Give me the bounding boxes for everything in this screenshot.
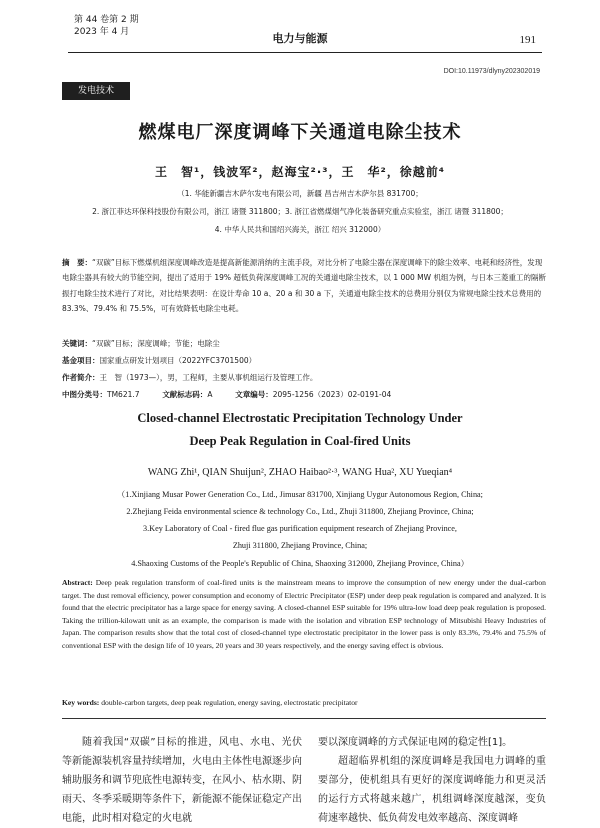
- header-rule: [68, 52, 542, 53]
- keywords-cn-label: 关键词：: [62, 339, 92, 348]
- keywords-english: [62, 698, 358, 707]
- keywords-en-text: double-carbon targets, deep peak regulation, energy saving, electrostatic precipitator: [101, 698, 358, 707]
- title-english-line-1: Closed-channel Electrostatic Precipitation Technology Under: [137, 411, 463, 425]
- doc-code-value: A: [207, 390, 213, 399]
- body-paragraph: 随着我国“双碳”目标的推进，风电、水电、光伏等新能源装机容量持续增加，火电由主体性电源逐步向辅助服务和调节兜底性电源转变，在风小、枯水期、阴雨天、冬季采暖期等条件下，新能源不能保证稳定产出电能，此时相对稳定的火电就: [62, 737, 302, 824]
- clc-value: TM621.7: [107, 390, 140, 399]
- abstract-cn-text: “双碳”目标下燃煤机组深度调峰改造是提高新能源消纳的主流手段，对比分析了电除尘器在深度调峰下的除尘效率、电耗和经济性，发现电除尘器具有较大的节能空间，提出了适用于 19% 超低负荷深度调峰工况的关通道电除尘技术，以 1 000 MW 机组为例，与日本三菱重工的隔断振打电除尘技术进行了对比，对比结果表明：在设计寿命 10 a、20 a 和 30 a 下，关通道电除尘技术的总费用分别仅为常规电除尘技术总费用的 83.3%、79.4% 和 75.5%，可有效降低电除尘电耗。: [62, 258, 546, 314]
- doi: DOI:10.11973/dlyny202302019: [443, 68, 540, 75]
- affiliation-en-3: 3.Key Laboratory of Coal - fired flue gas purification equipment research of Zhejiang Province,: [143, 524, 457, 533]
- affiliation-cn-3: 4. 中华人民共和国绍兴海关，浙江 绍兴 312000）: [214, 225, 386, 234]
- title-chinese: 燃煤电厂深度调峰下关通道电除尘技术: [138, 122, 462, 143]
- author-bio-text: 王 智（1973—），男，工程师，主要从事机组运行及管理工作。: [99, 373, 318, 382]
- affiliation-cn-1: （1. 华能新疆吉木萨尔发电有限公司，新疆 昌吉州吉木萨尔县 831700；: [177, 189, 423, 198]
- affiliation-en-2: 2.Zhejiang Feida environmental science & technology Co., Ltd., Zhuji 311800, Zhejiang Province, China;: [126, 507, 474, 516]
- article-number-value: 2095-1256（2023）02-0191-04: [272, 390, 392, 399]
- section-tag: 发电技术: [62, 82, 130, 100]
- keywords-en-label: Key words:: [62, 698, 100, 707]
- abstract-en-text: Deep peak regulation transform of coal-fired units is the mainstream means to improve the consumption of new energy under the dual-carbon target. The dust removal efficiency, power consumption and economy of Electric Precipitator (ESP) under deep peak regulation is compared and analyzed. It is found that the electric precipitator has a large space for energy saving. A closed-channel ESP suitable for 19% ultra-low load deep peak regulation is proposed. Taking the trillion-kilowatt unit as an example, the comparison is made with the isolation and vibration ESP technology of Mitsubishi Heavy Industries of Japan. The comparison results show that the total cost of closed-channel type electrostatic precipitator in the lower pass is only 83.3%, 79.4% and 75.5% of conventional ESP with the design life of 10 years, 20 years and 30 years respectively, and the energy saving effect is obvious.: [62, 578, 546, 650]
- authors-english: WANG Zhi¹, QIAN Shuijun², ZHAO Haibao²·³, WANG Hua², XU Yueqian⁴: [147, 467, 453, 478]
- page-number: 191: [519, 34, 536, 46]
- body-paragraph-continued: 要以深度调峰的方式保证电网的稳定性[1]。: [318, 737, 513, 748]
- volume-issue: 第 44 卷第 2 期: [74, 15, 139, 25]
- keywords-chinese: [62, 338, 220, 349]
- article-number-label: 文章编号：: [235, 390, 273, 399]
- author-bio-label: 作者简介：: [62, 373, 100, 382]
- fund-project: [62, 355, 256, 366]
- journal-name: 电力与能源: [272, 32, 328, 45]
- body-paragraph: 超超临界机组的深度调峰是我国电力调峰的重要部分，使机组具有更好的深度调峰能力和更灵活的运行方式将越来越广，机组调峰深度越深，变负荷速率越快、低负荷发电效率越高、深度调峰: [318, 756, 546, 824]
- affiliation-en-5: 4.Shaoxing Customs of the People's Republic of China, Shaoxing 312000, Zhejiang Province, China）: [131, 559, 469, 568]
- doc-code-label: 文献标志码：: [162, 390, 208, 399]
- body-column-left: [62, 733, 302, 828]
- abstract-en-label: Abstract:: [62, 578, 93, 587]
- clc-label: 中图分类号：: [62, 390, 107, 399]
- title-english-line-2: Deep Peak Regulation in Coal-fired Units: [189, 434, 411, 448]
- section-divider: [62, 718, 546, 719]
- issue-date: 2023 年 4 月: [74, 27, 130, 37]
- affiliation-en-1: （1.Xinjiang Musar Power Generation Co., Ltd., Jimusar 831700, Xinjiang Uygur Autonomous Region, China;: [117, 490, 483, 499]
- body-column-right: [318, 733, 546, 828]
- classification-line: [62, 389, 391, 400]
- authors-chinese: 王 智¹，钱波军²，赵海宝²·³，王 华²，徐越前⁴: [154, 165, 446, 179]
- abstract-cn-label: 摘 要：: [62, 258, 92, 267]
- keywords-cn-text: “双碳”目标；深度调峰；节能；电除尘: [92, 339, 220, 348]
- author-bio: [62, 372, 317, 383]
- abstract-english: [62, 577, 546, 653]
- affiliation-cn-2: 2. 浙江菲达环保科技股份有限公司，浙江 诸暨 311800；3. 浙江省燃煤烟气净化装备研究重点实验室，浙江 诸暨 311800；: [92, 207, 508, 216]
- fund-label: 基金项目：: [62, 356, 100, 365]
- abstract-chinese: [62, 255, 546, 317]
- fund-text: 国家重点研发计划项目（2022YFC3701500）: [99, 356, 257, 365]
- affiliation-en-4: Zhuji 311800, Zhejiang Province, China;: [232, 541, 368, 550]
